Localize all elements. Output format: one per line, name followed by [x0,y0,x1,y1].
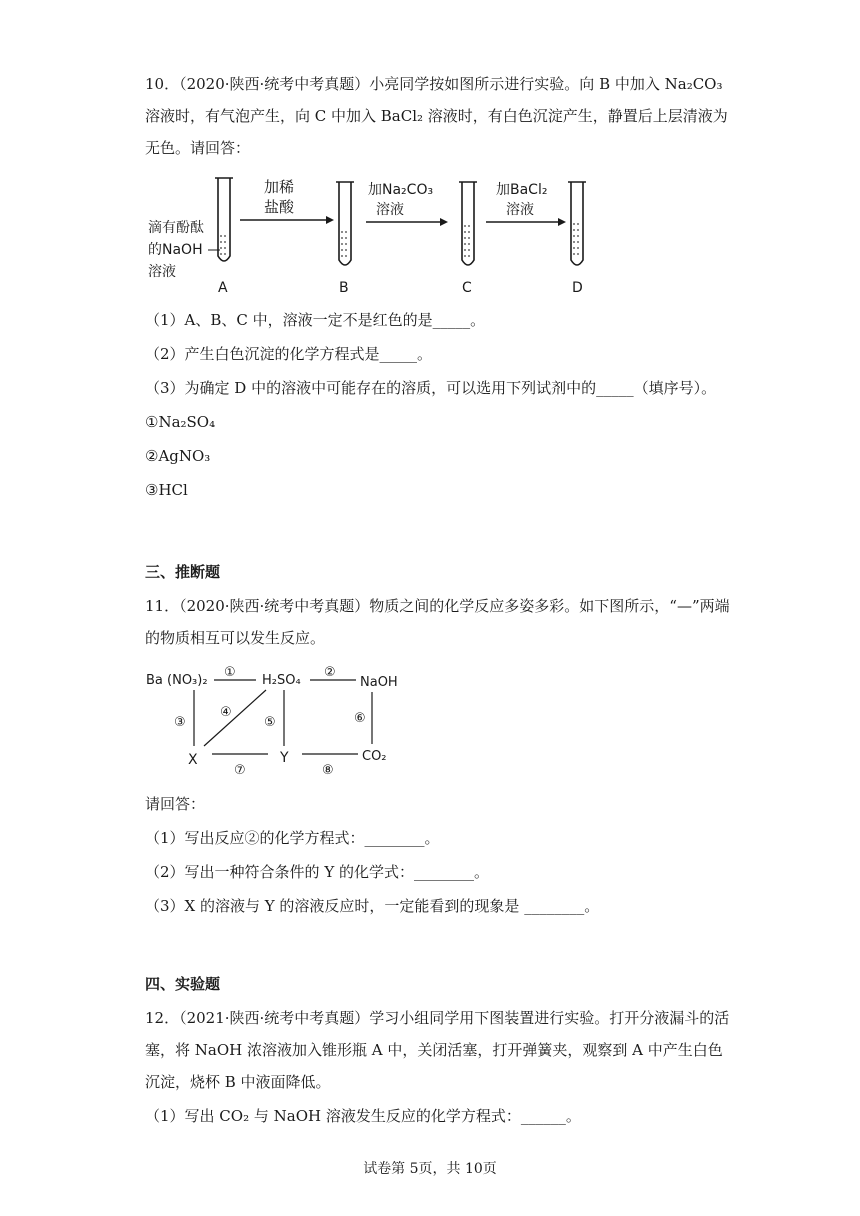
edge-label-2: ② [324,665,336,680]
q10-option-2: ②AgNO₃ [145,447,211,465]
q12-line1: 12．（2021·陕西·统考中考真题）学习小组同学用下图装置进行实验。打开分液漏斗的活 [145,1009,730,1027]
tube-label-a: A [218,280,228,296]
edge-label-6: ⑥ [354,711,366,726]
q10-experiment-figure [140,170,620,305]
q10-sub1: （1）A、B、C 中，溶液一定不是红色的是_____。 [145,311,486,329]
edge-label-3: ③ [174,715,186,730]
q11-line1: 11．（2020·陕西·统考中考真题）物质之间的化学反应多姿多彩。如下图所示，“—”两端 [145,597,730,615]
test-tube-b [336,182,354,265]
arrow3-label-top: 加BaCl₂ [496,182,548,198]
node-co2: CO₂ [362,749,387,764]
node-naoh: NaOH [360,675,398,690]
arrow1-label-top: 加稀 [264,178,295,196]
arrow-2-icon [366,218,448,226]
q10-option-3: ③HCl [145,481,188,499]
node-y: Y [280,750,289,766]
q10-line1: 10．（2020·陕西·统考中考真题）小亮同学按如图所示进行实验。向 B 中加入 Na₂CO₃ [145,75,723,93]
arrow2-label-top: 加Na₂CO₃ [368,182,434,198]
figure-label-line2: 的NaOH [148,242,203,258]
edge-label-4: ④ [220,705,232,720]
arrow1-label-bottom: 盐酸 [264,198,295,216]
test-tube-a [215,178,233,261]
figure-label-line3: 溶液 [148,264,176,280]
q10-sub2: （2）产生白色沉淀的化学方程式是_____。 [145,345,433,363]
test-tube-c [459,182,477,265]
q12-line2: 塞，将 NaOH 浓溶液加入锥形瓶 A 中，关闭活塞，打开弹簧夹，观察到 A 中产生白色 [145,1041,723,1059]
figure-label-line1: 滴有酚酞 [148,220,204,236]
q11-line2: 的物质相互可以发生反应。 [145,629,326,647]
arrow2-label-bottom: 溶液 [376,202,404,218]
tube-label-d: D [572,280,583,296]
tube-label-c: C [462,280,472,296]
q11-prompt: 请回答： [145,795,206,813]
test-tube-d [568,182,586,265]
q11-sub2: （2）写出一种符合条件的 Y 的化学式：________。 [145,863,489,881]
q10-line2: 溶液时，有气泡产生，向 C 中加入 BaCl₂ 溶液时，有白色沉淀产生，静置后上层清液为 [145,107,728,125]
q12-line3: 沉淀，烧杯 B 中液面降低。 [145,1073,331,1091]
edge-label-7: ⑦ [234,763,246,778]
node-x: X [188,752,198,768]
q11-sub3: （3）X 的溶液与 Y 的溶液反应时，一定能看到的现象是 ________。 [145,897,600,915]
page-footer: 试卷第 5页，共 10页 [363,1161,497,1177]
q10-line3: 无色。请回答： [145,139,251,157]
edge-label-5: ⑤ [264,715,276,730]
edge-label-1: ① [224,665,236,680]
arrow3-label-bottom: 溶液 [506,202,534,218]
node-h2so4: H₂SO₄ [262,673,301,688]
q10-option-1: ①Na₂SO₄ [145,413,216,431]
q11-sub1: （1）写出反应②的化学方程式：________。 [145,829,440,847]
section-heading-inference: 三、推断题 [145,563,221,581]
node-ba-no3-2: Ba (NO₃)₂ [146,673,208,688]
edge-label-8: ⑧ [322,763,334,778]
edge-4 [204,690,266,746]
q11-reaction-diagram [140,660,420,780]
arrow-1-icon [240,216,334,224]
q12-sub1: （1）写出 CO₂ 与 NaOH 溶液发生反应的化学方程式：______。 [145,1107,581,1125]
section-heading-experiment: 四、实验题 [145,975,221,993]
tube-label-b: B [339,280,349,296]
arrow-3-icon [486,218,566,226]
q10-sub3: （3）为确定 D 中的溶液中可能存在的溶质，可以选用下列试剂中的_____（填序号）。 [145,379,717,397]
